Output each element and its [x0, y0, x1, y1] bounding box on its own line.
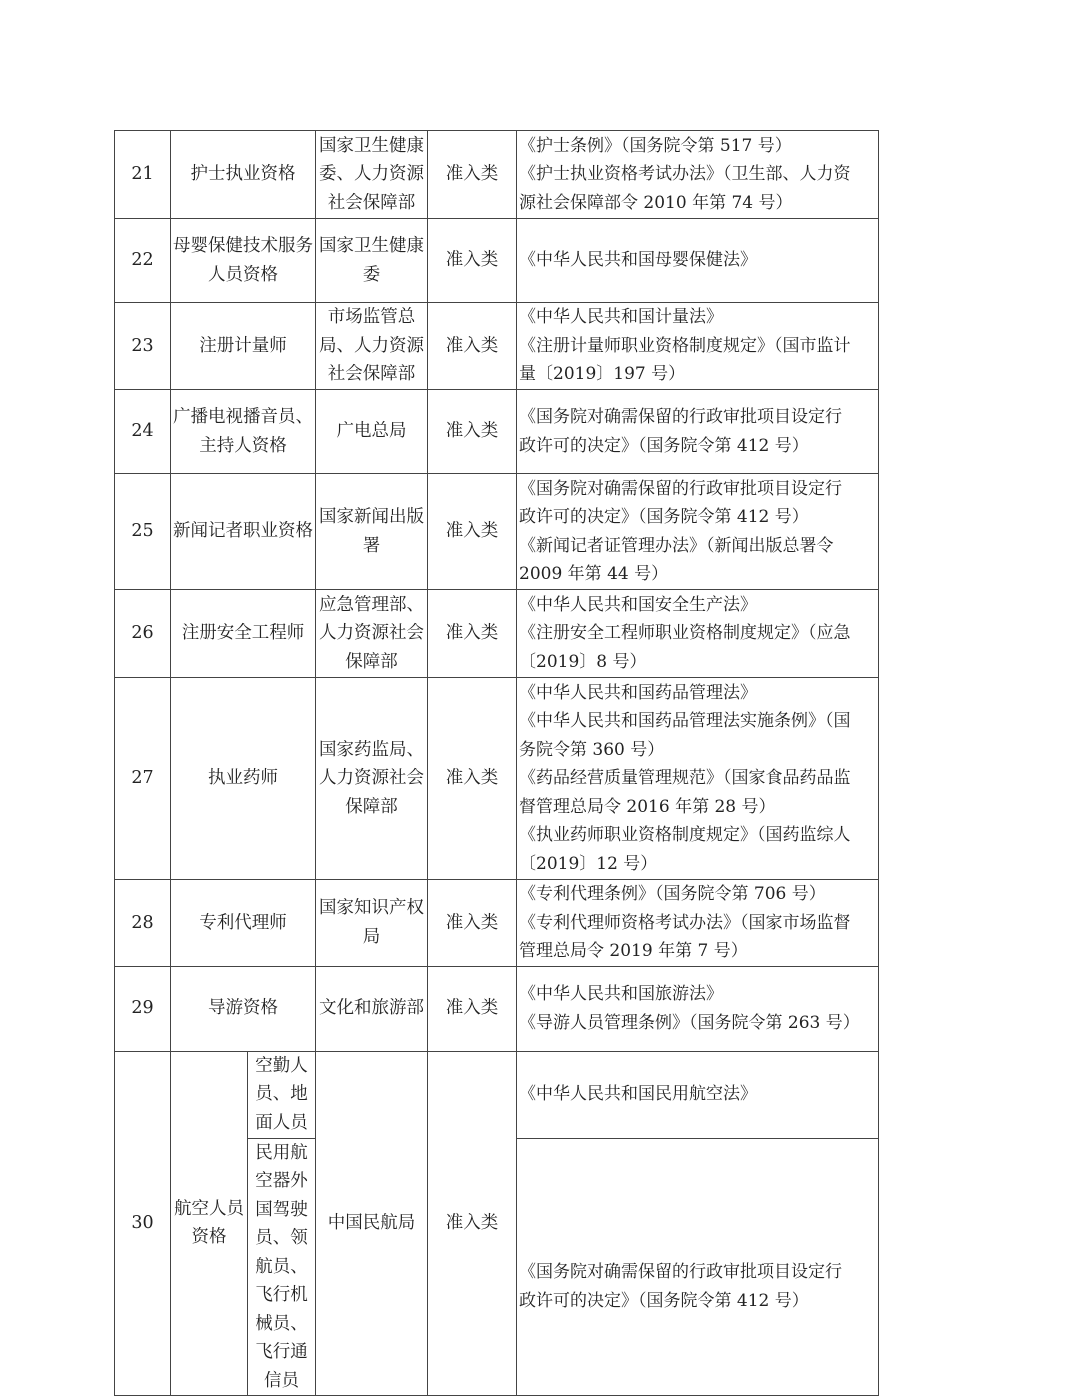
table-row: [115, 966, 879, 1051]
qualification-table: [114, 130, 879, 1396]
legal-basis-line: 政许可的决定》（国务院令第 412 号）: [519, 435, 809, 456]
category: 准入类: [428, 131, 517, 219]
table-row: [115, 1051, 879, 1138]
legal-basis-line: 量〔2019〕197 号）: [519, 364, 686, 385]
category: 准入类: [428, 1051, 517, 1396]
legal-basis: [517, 1051, 879, 1138]
table-row: [115, 678, 879, 880]
legal-basis-line: 《新闻记者证管理办法》（新闻出版总署令: [519, 535, 834, 556]
department: 国家卫生健康委: [316, 219, 428, 303]
legal-basis-line: 〔2019〕12 号）: [519, 853, 658, 874]
legal-basis: [517, 678, 879, 880]
legal-basis-line: 《护士执业资格考试办法》（卫生部、人力资: [519, 164, 851, 185]
row-number: 28: [115, 880, 171, 967]
department: 国家新闻出版署: [316, 474, 428, 590]
legal-basis: [517, 390, 879, 474]
department: 国家药监局、人力资源社会保障部: [316, 678, 428, 880]
department: 中国民航局: [316, 1051, 428, 1396]
legal-basis-line: 《专利代理师资格考试办法》（国家市场监督: [519, 912, 851, 933]
category: 准入类: [428, 590, 517, 678]
legal-basis: [517, 880, 879, 967]
sub-qualification: 空勤人员、地面人员: [248, 1051, 316, 1138]
table-row: [115, 590, 879, 678]
row-number: 21: [115, 131, 171, 219]
department: 市场监管总局、人力资源社会保障部: [316, 303, 428, 390]
legal-basis-line: 源社会保障部令 2010 年第 74 号）: [519, 192, 793, 213]
qualification-name: 航空人员资格: [171, 1051, 248, 1396]
qualification-name: 广播电视播音员、主持人资格: [171, 390, 316, 474]
department: 文化和旅游部: [316, 966, 428, 1051]
qualification-name: 专利代理师: [171, 880, 316, 967]
qualification-name: 注册安全工程师: [171, 590, 316, 678]
legal-basis: [517, 303, 879, 390]
table-row: [115, 219, 879, 303]
category: 准入类: [428, 474, 517, 590]
legal-basis: [517, 590, 879, 678]
qualification-name: 执业药师: [171, 678, 316, 880]
legal-basis-line: 《注册安全工程师职业资格制度规定》（应急: [519, 623, 851, 644]
legal-basis: [517, 474, 879, 590]
row-number: 25: [115, 474, 171, 590]
category: 准入类: [428, 390, 517, 474]
table-row: [115, 880, 879, 967]
legal-basis-line: 《执业药师职业资格制度规定》（国药监综人: [519, 825, 851, 846]
legal-basis: [517, 131, 879, 219]
legal-basis-line: 《国务院对确需保留的行政审批项目设定行: [519, 478, 842, 499]
legal-basis-line: 〔2019〕8 号）: [519, 651, 647, 672]
category: 准入类: [428, 678, 517, 880]
legal-basis-line: 政许可的决定》（国务院令第 412 号）: [519, 1290, 809, 1311]
legal-basis-line: 《国务院对确需保留的行政审批项目设定行: [519, 1262, 842, 1283]
row-number: 23: [115, 303, 171, 390]
table-row: [115, 390, 879, 474]
legal-basis: [517, 966, 879, 1051]
table-body: [115, 131, 879, 1396]
legal-basis-line: 《中华人民共和国安全生产法》: [519, 594, 757, 615]
qualification-name: 注册计量师: [171, 303, 316, 390]
legal-basis: [517, 1138, 879, 1396]
legal-basis-line: 《导游人员管理条例》（国务院令第 263 号）: [519, 1012, 860, 1033]
legal-basis-line: 管理总局令 2019 年第 7 号）: [519, 941, 748, 961]
legal-basis-line: 《中华人民共和国药品管理法》: [519, 682, 757, 703]
row-number: 26: [115, 590, 171, 678]
category: 准入类: [428, 966, 517, 1051]
qualification-name: 导游资格: [171, 966, 316, 1051]
legal-basis-line: 《中华人民共和国计量法》: [519, 307, 723, 328]
department: 广电总局: [316, 390, 428, 474]
legal-basis-line: 《药品经营质量管理规范》（国家食品药品监: [519, 768, 851, 789]
legal-basis-line: 务院令第 360 号）: [519, 739, 665, 760]
department: 应急管理部、人力资源社会保障部: [316, 590, 428, 678]
legal-basis-line: 《国务院对确需保留的行政审批项目设定行: [519, 407, 842, 427]
table-row: [115, 303, 879, 390]
legal-basis-line: 《中华人民共和国民用航空法》: [519, 1084, 757, 1105]
legal-basis-line: 《中华人民共和国药品管理法实施条例》（国: [519, 711, 851, 732]
qualification-name: 新闻记者职业资格: [171, 474, 316, 590]
qualification-name: 母婴保健技术服务人员资格: [171, 219, 316, 303]
row-number: 22: [115, 219, 171, 303]
category: 准入类: [428, 219, 517, 303]
legal-basis-line: 政许可的决定》（国务院令第 412 号）: [519, 507, 809, 527]
department: 国家知识产权局: [316, 880, 428, 967]
row-number: 27: [115, 678, 171, 880]
category: 准入类: [428, 303, 517, 390]
legal-basis-line: 《中华人民共和国旅游法》: [519, 984, 723, 1004]
legal-basis-line: 2009 年第 44 号）: [519, 564, 669, 584]
legal-basis-line: 《中华人民共和国母婴保健法》: [519, 250, 757, 271]
legal-basis-line: 《注册计量师职业资格制度规定》（国市监计: [519, 335, 851, 356]
qualification-name: 护士执业资格: [171, 131, 316, 219]
table-row: [115, 131, 879, 219]
row-number: 29: [115, 966, 171, 1051]
category: 准入类: [428, 880, 517, 967]
table-row: [115, 474, 879, 590]
row-number: 24: [115, 390, 171, 474]
row-number: 30: [115, 1051, 171, 1396]
legal-basis-line: 《护士条例》（国务院令第 517 号）: [519, 135, 792, 156]
sub-qualification: 民用航空器外国驾驶员、领航员、飞行机械员、飞行通信员: [248, 1138, 316, 1396]
legal-basis: [517, 219, 879, 303]
legal-basis-line: 督管理总局令 2016 年第 28 号）: [519, 796, 776, 817]
legal-basis-line: 《专利代理条例》（国务院令第 706 号）: [519, 884, 826, 904]
department: 国家卫生健康委、人力资源社会保障部: [316, 131, 428, 219]
